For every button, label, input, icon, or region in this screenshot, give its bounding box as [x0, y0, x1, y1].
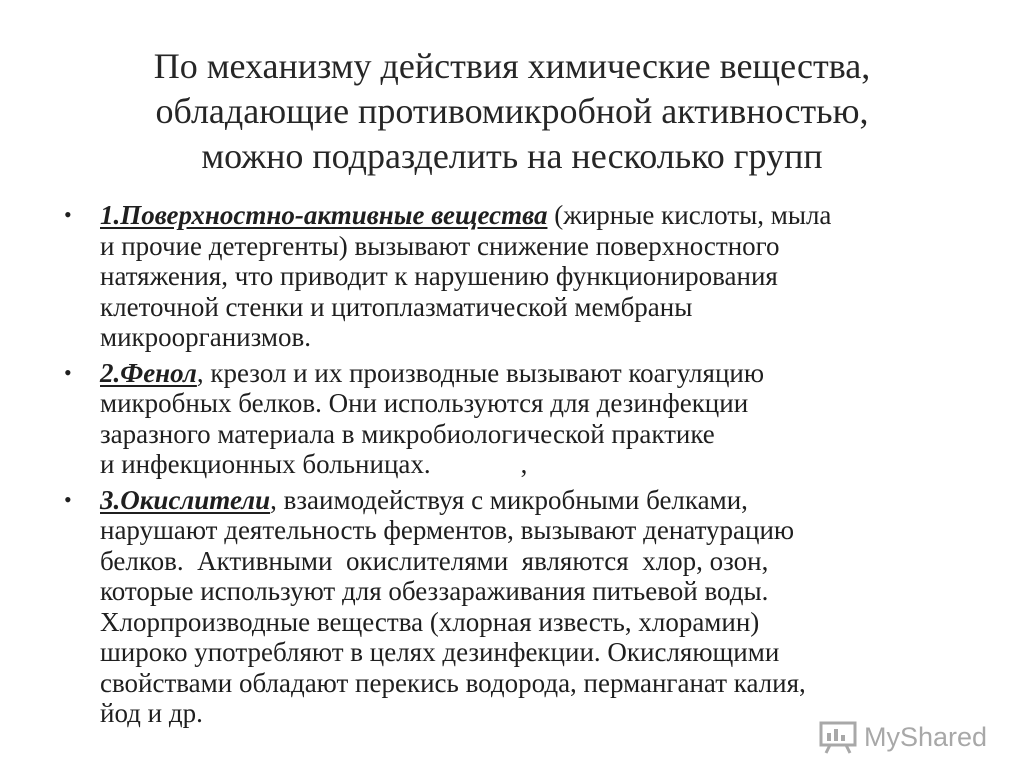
bullet-text: , крезол и их производные вызывают коагуляцию [196, 357, 765, 388]
bullet-text: (жирные кислоты, мыла [547, 200, 832, 230]
bullet-line: клеточной стенки и цитоплазматической мембраны [100, 291, 693, 322]
bullet-marker: • [64, 359, 72, 385]
watermark-text: MyShared [864, 721, 988, 752]
bullet-line: заразного материала в микробиологической практике [100, 418, 715, 449]
bullet-item-phenol [64, 358, 944, 480]
bullet-heading: 2.Фенол [100, 357, 197, 388]
bullet-list [64, 200, 944, 734]
bullet-text: и инфекционных больницах. [100, 449, 431, 479]
bullet-line: йод и др. [100, 698, 203, 728]
bullet-marker: • [64, 202, 72, 227]
title-line-2: обладающие противомикробной активностью, [155, 91, 869, 131]
bullet-line: свойствами обладают перекись водорода, перманганат калия, [100, 667, 806, 698]
bullet-line: белков. Активными окислителями являются хлор, озон, [100, 545, 769, 576]
bullet-line: и прочие детергенты) вызывают снижение поверхностного [100, 230, 780, 261]
bullet-item-oxidizers [64, 485, 944, 729]
slide-title [60, 44, 964, 179]
bullet-line: которые используют для обеззараживания питьевой воды. [100, 576, 769, 606]
stray-comma: , [520, 449, 528, 479]
bullet-line: натяжения, что приводит к нарушению функционирования [100, 261, 778, 291]
bullet-line [100, 358, 944, 389]
bullet-line [100, 449, 944, 480]
bullet-line: микроорганизмов. [100, 322, 311, 352]
bullet-item-surfactants [64, 200, 944, 353]
bullet-heading: 3.Окислители [100, 484, 271, 515]
bullet-line: нарушают деятельность ферментов, вызывают денатурацию [100, 515, 795, 545]
myshared-watermark[interactable] [818, 718, 987, 756]
presentation-board-icon [818, 720, 858, 754]
bullet-line: Хлорпроизводные вещества (хлорная известь, хлорамин) [100, 606, 760, 637]
bullet-marker: • [64, 486, 72, 512]
bullet-line [100, 200, 944, 231]
bullet-line [100, 485, 944, 516]
title-line-3: можно подразделить на несколько групп [201, 136, 823, 176]
bullet-line: широко употребляют в целях дезинфекции. Окисляющими [100, 637, 780, 667]
bullet-line: микробных белков. Они используются для дезинфекции [100, 388, 749, 418]
bullet-heading: 1.Поверхностно-активные вещества [100, 200, 548, 230]
bullet-text: , взаимодействуя с микробными белками, [270, 484, 748, 515]
title-line-1: По механизму действия химические вещества, [153, 46, 871, 86]
